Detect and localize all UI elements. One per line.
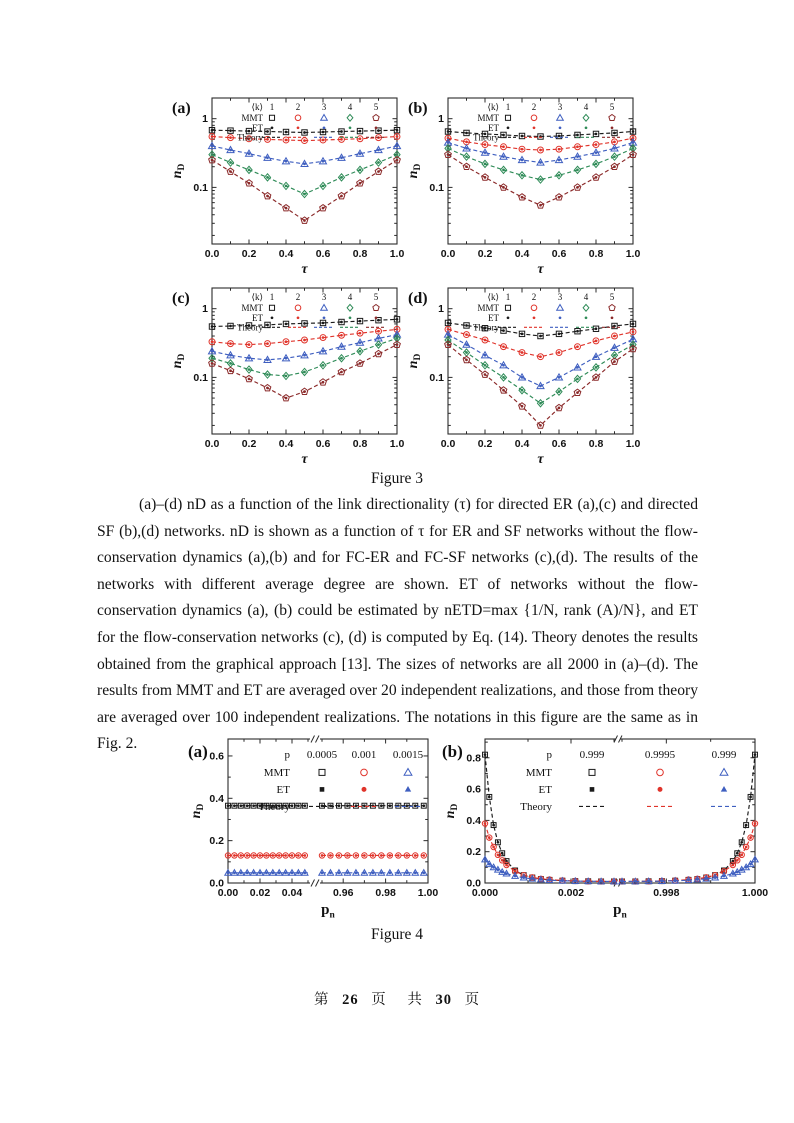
svg-text:1: 1 <box>202 303 208 316</box>
series-lines-and-markers <box>482 752 758 884</box>
legend <box>237 292 386 333</box>
svg-text:ET: ET <box>488 123 499 133</box>
svg-text:3: 3 <box>321 102 327 112</box>
y-axis-label <box>406 164 423 179</box>
svg-text:0.4: 0.4 <box>209 792 224 805</box>
series-lines-and-markers <box>444 320 636 428</box>
svg-text:MMT: MMT <box>477 303 499 313</box>
figure3-caption: Figure 3 <box>370 470 424 487</box>
svg-text:0.1: 0.1 <box>193 181 208 194</box>
svg-text:Theory: Theory <box>473 322 499 333</box>
y-axis-label <box>406 354 423 369</box>
svg-text:nD: $n_D$ <box>406 353 423 369</box>
x-axis-label: τ <box>537 452 544 467</box>
svg-text:ET: ET <box>538 784 552 796</box>
figure3-panel-a <box>168 88 404 278</box>
svg-text:1: 1 <box>505 292 511 302</box>
figure4-panel-a <box>186 731 440 921</box>
svg-text:0.4: 0.4 <box>278 438 294 450</box>
svg-text:1: 1 <box>438 113 444 126</box>
svg-text:MMT: MMT <box>477 113 499 123</box>
svg-text:0.0005: 0.0005 <box>306 749 338 761</box>
legend <box>473 292 622 333</box>
svg-text:0.2: 0.2 <box>241 438 257 450</box>
series-lines-and-markers <box>225 803 428 875</box>
legend <box>237 102 386 143</box>
svg-text:0.6: 0.6 <box>551 248 567 260</box>
svg-text:0.8: 0.8 <box>352 438 368 450</box>
svg-text:ET: ET <box>252 123 263 133</box>
svg-text:⟨k⟩: ⟨k⟩ <box>251 292 263 302</box>
svg-text:MMT: MMT <box>241 303 263 313</box>
svg-text:0.1: 0.1 <box>193 371 208 384</box>
figure3-caption-text: (a)–(d) nD as a function of the link directionality (τ) for directed ER (a),(c) and directed SF (b),(d) networks. nD is shown as a function of τ for ER and SF networks without the flow-conservation dynamics (a),(b) and for FC-ER and FC-SF networks (c),(d). The results of the networks with different average degree are shown. ET of networks without the flow-conservation dynamics (a), (b) could be estimated by nETD=max {1/N, rank (A)/N}, and ET for the flow-conservation networks (c), (d) is computed by Eq. (14). Theory denotes the results obtained from the graphical approach [13]. The sizes of networks are all 2000 in (a)–(d). The results from MMT and ET are averaged over 20 independent realizations, and those from theory are averaged over 100 independent realizations. The notations in this figure are the same as in Fig. 2. <box>97 496 698 753</box>
svg-text:0.2: 0.2 <box>209 835 224 848</box>
svg-text:0.8: 0.8 <box>588 248 604 260</box>
svg-text:ET: ET <box>488 313 499 323</box>
svg-text:4: 4 <box>583 102 589 112</box>
svg-text:0.002: 0.002 <box>557 887 585 899</box>
svg-text:⟨k⟩: ⟨k⟩ <box>487 102 499 112</box>
svg-text:0.96: 0.96 <box>332 887 354 899</box>
svg-text:0.8: 0.8 <box>352 248 368 260</box>
footer-prefix: 第 <box>313 992 330 1008</box>
svg-text:0.2: 0.2 <box>241 248 257 260</box>
svg-text:Theory: Theory <box>473 132 499 143</box>
legend <box>520 749 737 813</box>
svg-text:0.6: 0.6 <box>209 750 224 763</box>
svg-text:1: 1 <box>505 102 511 112</box>
footer-total-prefix: 共 <box>407 992 423 1008</box>
svg-text:0.4: 0.4 <box>514 438 530 450</box>
svg-text:0.0: 0.0 <box>440 438 456 450</box>
figure4-panel-b <box>440 731 772 921</box>
svg-text:0.2: 0.2 <box>466 846 481 859</box>
svg-text:0.98: 0.98 <box>375 887 396 899</box>
svg-text:0.1: 0.1 <box>429 181 444 194</box>
svg-text:2: 2 <box>531 292 537 302</box>
svg-text:0.0: 0.0 <box>209 877 224 890</box>
svg-text:p: p <box>546 749 552 761</box>
x-axis-label: τ <box>301 452 308 467</box>
svg-text:MMT: MMT <box>241 113 263 123</box>
svg-text:Theory: Theory <box>237 132 263 143</box>
x-axis-label: $p_n$ <box>321 902 335 921</box>
plot-axes <box>429 288 640 450</box>
svg-text:5: 5 <box>609 292 615 302</box>
figure3-panel-c <box>168 278 404 468</box>
figure3-panel-b <box>404 88 640 278</box>
svg-text:0.4: 0.4 <box>278 248 294 260</box>
svg-text:0.00: 0.00 <box>217 887 239 899</box>
footer-page-label: 页 <box>371 992 387 1008</box>
svg-text:2: 2 <box>295 102 301 112</box>
figure3-image <box>168 88 640 468</box>
svg-text:0.6: 0.6 <box>466 783 481 796</box>
svg-text:1: 1 <box>438 303 444 316</box>
svg-text:5: 5 <box>609 102 615 112</box>
svg-text:4: 4 <box>347 102 353 112</box>
svg-text:Theory: Theory <box>520 801 552 813</box>
svg-text:⟨k⟩: ⟨k⟩ <box>487 292 499 302</box>
svg-text:0.02: 0.02 <box>249 887 271 899</box>
svg-text:1.0: 1.0 <box>389 438 404 450</box>
svg-text:0.1: 0.1 <box>429 371 444 384</box>
svg-text:⟨k⟩: ⟨k⟩ <box>251 102 263 112</box>
svg-text:ET: ET <box>276 784 290 796</box>
y-axis-label <box>170 164 187 179</box>
svg-text:4: 4 <box>347 292 353 302</box>
svg-text:1: 1 <box>269 102 275 112</box>
svg-text:0.001: 0.001 <box>351 749 377 761</box>
svg-text:0.4: 0.4 <box>514 248 530 260</box>
svg-text:1: 1 <box>202 113 208 126</box>
figure3-panel-d <box>404 278 640 468</box>
svg-text:0.2: 0.2 <box>477 248 493 260</box>
svg-text:nD: $n_D$ <box>170 353 187 369</box>
panel-label: (a) <box>188 742 208 761</box>
svg-text:0.0: 0.0 <box>466 877 481 890</box>
svg-text:MMT: MMT <box>525 767 552 779</box>
svg-text:nD: $n_D$ <box>443 803 460 819</box>
svg-text:3: 3 <box>557 102 563 112</box>
plot-axes <box>193 98 404 260</box>
svg-text:0.0: 0.0 <box>204 438 220 450</box>
svg-text:0.04: 0.04 <box>281 887 303 899</box>
svg-text:ET: ET <box>252 313 263 323</box>
y-axis-label <box>443 804 460 819</box>
svg-text:1.0: 1.0 <box>389 248 404 260</box>
svg-text:0.0: 0.0 <box>440 248 456 260</box>
figure4-caption: Figure 4 <box>370 926 424 943</box>
svg-text:0.0015: 0.0015 <box>392 749 424 761</box>
footer-page-number: 26 <box>342 992 359 1008</box>
panel-label: (b) <box>442 742 463 761</box>
y-axis-label <box>170 354 187 369</box>
svg-text:1: 1 <box>269 292 275 302</box>
svg-text:1.0: 1.0 <box>625 438 640 450</box>
svg-text:MMT: MMT <box>263 767 290 779</box>
svg-text:0.4: 0.4 <box>466 814 481 827</box>
svg-text:4: 4 <box>583 292 589 302</box>
svg-text:0.6: 0.6 <box>551 438 567 450</box>
x-axis-label: τ <box>301 262 308 277</box>
svg-text:p: p <box>284 749 290 761</box>
svg-text:2: 2 <box>295 292 301 302</box>
svg-text:5: 5 <box>373 102 379 112</box>
svg-text:5: 5 <box>373 292 379 302</box>
svg-text:0.0: 0.0 <box>204 248 220 260</box>
footer-total-label: 页 <box>464 992 481 1008</box>
svg-text:Theory: Theory <box>237 322 263 333</box>
x-axis-label: $p_n$ <box>613 902 627 921</box>
svg-text:0.6: 0.6 <box>315 248 331 260</box>
svg-text:0.998: 0.998 <box>653 887 680 899</box>
page-footer <box>0 988 794 1009</box>
svg-text:nD: $n_D$ <box>170 163 187 179</box>
panel-label: (b) <box>408 100 428 117</box>
svg-text:3: 3 <box>321 292 327 302</box>
figure4-image <box>186 731 772 921</box>
svg-text:nD: $n_D$ <box>189 803 206 819</box>
panel-label: (c) <box>172 290 190 307</box>
svg-text:0.999: 0.999 <box>579 749 605 761</box>
x-axis-label: τ <box>537 262 544 277</box>
svg-text:0.9995: 0.9995 <box>644 749 676 761</box>
svg-text:0.999: 0.999 <box>711 749 737 761</box>
svg-text:nD: $n_D$ <box>406 163 423 179</box>
svg-text:0.8: 0.8 <box>588 438 604 450</box>
y-axis-label <box>189 804 206 819</box>
svg-text:2: 2 <box>531 102 537 112</box>
svg-text:1.000: 1.000 <box>741 887 769 899</box>
panel-label: (d) <box>408 290 428 307</box>
svg-text:0.000: 0.000 <box>471 887 499 899</box>
svg-text:0.8: 0.8 <box>466 752 481 765</box>
svg-text:3: 3 <box>557 292 563 302</box>
svg-text:0.6: 0.6 <box>315 438 331 450</box>
svg-text:1.0: 1.0 <box>625 248 640 260</box>
panel-label: (a) <box>172 100 191 117</box>
svg-text:0.2: 0.2 <box>477 438 493 450</box>
plot-axes <box>429 98 640 260</box>
footer-total-number: 30 <box>435 992 452 1008</box>
svg-text:1.00: 1.00 <box>417 887 439 899</box>
svg-text:Theory: Theory <box>258 801 290 813</box>
